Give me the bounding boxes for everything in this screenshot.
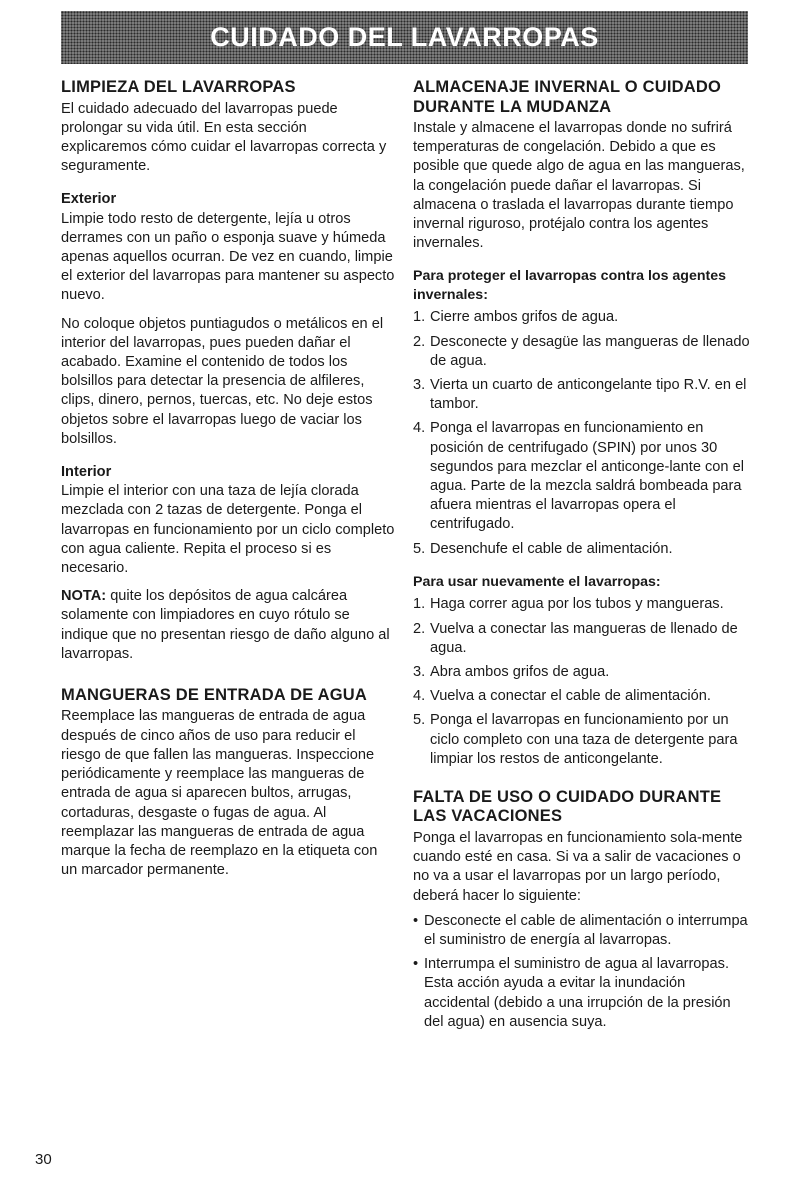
section-heading-vacaciones: FALTA DE USO O CUIDADO DURANTE LAS VACACIONES [413,787,722,826]
page-title: CUIDADO DEL LAVARROPAS [210,22,599,52]
list-item: 4. Ponga el lavarropas en funcionamiento en posición de centrifugado (SPIN) por unos 30 segundos para mezclar el anticonge-lante con el agua. Parte de la mezcla saldrá bombeada para afuera mientras el lavarropas opera el centrifugado. [413,420,744,533]
list-item: • Desconecte el cable de alimentación o interrumpa el suministro de energía al lavarropas. [413,912,751,950]
list-item: 4. Vuelva a conectar el cable de alimentación. [413,688,711,705]
reuse-steps-list [413,595,751,769]
protect-steps-list [413,308,751,558]
right-column [413,78,751,1037]
section-heading-limpieza: LIMPIEZA DEL LAVARROPAS [61,78,296,96]
page-title-banner [61,11,748,64]
vacaciones-bullet-list [413,912,751,1032]
note-paragraph [61,587,396,664]
subheading-reuse: Para usar nuevamente el lavarropas: [413,573,661,590]
interior-paragraph: Limpie el interior con una taza de lejía clorada mezclada con 2 tazas de detergente. Ponga el lavarropas en funcionamiento por un ciclo completo con agua caliente. Repita el proceso si es necesario. [61,483,395,576]
list-item: 2. Desconecte y desagüe las mangueras de llenado de agua. [413,333,750,369]
list-item: 5. Ponga el lavarropas en funcionamiento por un ciclo completo con una taza de detergente para limpiar los restos de anticongelante. [413,712,738,767]
list-item: 3. Abra ambos grifos de agua. [413,663,610,680]
subheading-interior: Interior [61,463,112,480]
list-item: 5. Desenchufe el cable de alimentación. [413,540,673,557]
subheading-exterior: Exterior [61,191,117,208]
list-item: • Interrumpa el suministro de agua al lavarropas. Esta acción ayuda a evitar la inundación accidental (debido a una irrupción de la presión del agua) en ausencia suya. [413,955,751,1032]
page-number: 30 [35,1151,52,1168]
section-heading-almacenaje: ALMACENAJE INVERNAL O CUIDADO DURANTE LA MUDANZA [413,78,722,116]
list-item: 3. Vierta un cuarto de anticongelante tipo R.V. en el tambor. [413,377,747,413]
almacenaje-paragraph: Instale y almacene el lavarropas donde no sufrirá temperaturas de congelación. Debido a que es posible que quede algo de agua en las mangueras, la congelación puede dañar el lavarropas. Si almacena o traslada el lavarropas durante tiempo invernal riguroso, protéjalo contra los agentes invernales. [413,120,745,252]
left-column [61,78,396,880]
limpieza-intro: El cuidado adecuado del lavarropas puede prolongar su vida útil. En esta sección explicaremos cómo cuidar el lavarropas correcta y seguramente. [61,100,387,175]
note-text: quite los depósitos de agua calcárea solamente con limpiadores en cuyo rótulo se indique que no presentan riesgo de daño alguno al lavarropas. [61,588,390,662]
subheading-proteger: Para proteger el lavarropas contra los agentes invernales: [413,268,727,303]
list-item: 1. Haga correr agua por los tubos y mangueras. [413,596,724,613]
exterior-paragraph-2: No coloque objetos puntiagudos o metálicos en el interior del lavarropas, pues pueden dañar el acabado. Examine el contenido de todos los bolsillos para detectar la presencia de alfileres, clips, dinero, pernos, tuercas, etc. No deje estos objetos sobre el lavarropas luego de vaciar los bolsillos. [61,315,384,447]
note-label: NOTA: [61,588,107,605]
list-item: 2. Vuelva a conectar las mangueras de llenado de agua. [413,620,738,656]
section-heading-mangueras: MANGUERAS DE ENTRADA DE AGUA [61,685,367,704]
bullet-icon: • [413,912,419,929]
exterior-paragraph-1: Limpie todo resto de detergente, lejía u otros derrames con un paño o esponja suave y húmeda apenas aquellos ocurran. De vez en cuando, limpie el exterior del lavarropas para mantener su aspecto nuevo. [61,210,395,304]
vacaciones-paragraph: Ponga el lavarropas en funcionamiento sola-mente cuando esté en casa. Si va a salir de vacaciones o no va a usar el lavarropas por un largo período, deberá hacer lo siguiente: [413,829,743,904]
bullet-icon: • [413,956,419,973]
mangueras-paragraph: Reemplace las mangueras de entrada de agua después de cinco años de uso para reducir el riesgo de que fallen las mangueras. Inspeccione periódicamente y reemplace las mangueras de entrada de agua si aparecen bultos, arrugas, cortaduras, desgaste o fugas de agua. Al reemplazar las mangueras de entrada de agua marque la fecha de reemplazo en la etiqueta con un marcador permanente. [61,708,378,879]
list-item: 1. Cierre ambos grifos de agua. [413,309,619,326]
